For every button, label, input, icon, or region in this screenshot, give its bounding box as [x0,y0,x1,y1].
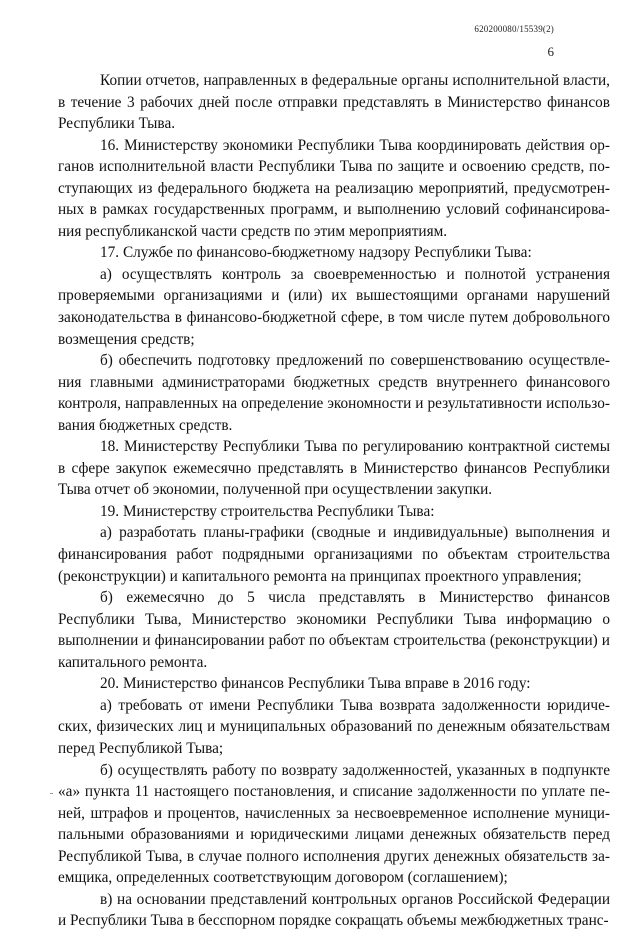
paragraph: 19. Министерству строительства Республики Тыва: [100,502,435,520]
paragraph: б) обеспечить подготовку предложений по совершенствованию осуществления главными администраторами бюджетных средств внутреннего финансового контроля, направленных на определение экономности и результативности использования бюджетных средств. [58,352,610,434]
paragraph: а) разработать планы-графики (сводные и индивидуальные) выполнения и финансирования работ подрядными организациями по объектам строительства (реконструкции) и капитального ремонта на принципах проектного управления; [58,524,610,585]
page-number: 6 [547,44,554,59]
paragraph: 16. Министерству экономики Республики Тыва координировать действия органов исполнительной власти Республики Тыва по защите и освоению средств, поступающих из федерального бюджета на реализацию мероприятий, предусмотренных в рамках государственных программ, и выполнению условий софинансирования республиканской части средств по этим мероприятиям. [58,136,610,240]
paragraph: 18. Министерству Республики Тыва по регулированию контрактной системы в сфере закупок ежемесячно представлять в Министерство финансов Республики Тыва отчет об экономии, полученной при осуществлении закупки. [58,438,610,499]
paragraph: б) осуществлять работу по возврату задолженностей, указанных в подпункте «а» пункта 11 настоящего постановления, и списание задолженности по уплате пеней, штрафов и процентов, начисленных за несвоевременное исполнение муниципальными образованиями и юридическими лицами денежных обязательств перед Республикой Тыва, в случае полного исполнения других денежных обязательств заемщика, определенных соответствующим договором (соглашением); [58,761,610,887]
paragraph: а) осуществлять контроль за своевременностью и полнотой устранения проверяемыми организациями и (или) их вышестоящими органами нарушений законодательства в финансово-бюджетной сфере, в том числе путем добровольного возмещения средств; [58,265,610,348]
document-code: 620200080/15539(2) [474,24,554,34]
paragraph: 17. Службе по финансово-бюджетному надзору Республики Тыва: [100,244,532,262]
paragraph: 20. Министерство финансов Республики Тыва вправе в 2016 году: [100,675,531,693]
paragraph: б) ежемесячно до 5 числа представлять в Министерство финансов Республики Тыва, Министерство экономики Республики Тыва информацию о выполнении и финансировании работ по объектам строительства (реконструкции) и капитального ремонта. [58,589,610,671]
paragraph: в) на основании представлений контрольных органов Российской Федерации и Республики Тыва в бесспорном порядке сокращать объемы межбюджетных транс- [58,890,610,930]
document-body [58,70,610,932]
paragraph: а) требовать от имени Республики Тыва возврата задолженности юридических, физических лиц и муниципальных образований по денежным обязательствам перед Республикой Тыва; [58,696,610,757]
scan-artifact [50,793,53,794]
paragraph: Копии отчетов, направленных в федеральные органы исполнительной власти, в течение 3 рабочих дней после отправки представлять в Министерство финансов Республики Тыва. [58,72,610,133]
